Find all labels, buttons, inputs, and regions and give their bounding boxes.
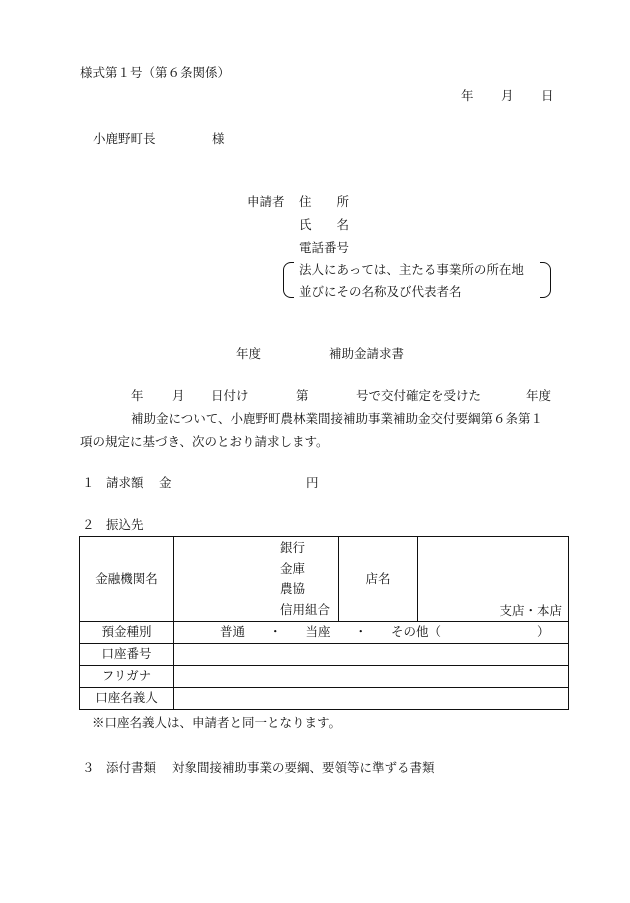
date-year-label: 年 (461, 88, 474, 103)
body-day: 日付け (211, 388, 249, 403)
furigana-field[interactable] (174, 666, 569, 688)
corporate-note-line1: 法人にあっては、主たる事業所の所在地 (299, 262, 524, 277)
addressee-suffix: 様 (212, 131, 225, 146)
table-row (80, 688, 569, 710)
account-type-current: 当座 (305, 624, 331, 640)
account-type-cell[interactable] (174, 622, 569, 644)
left-bracket (283, 262, 294, 298)
branch-cell[interactable] (418, 537, 569, 622)
account-holder-note: ※口座名義人は、申請者と同一となります。 (92, 715, 342, 730)
right-bracket (540, 262, 551, 298)
section3-label: 添付書類 (106, 760, 157, 775)
account-type-other: その他（ (391, 624, 442, 640)
body-line3: 項の規定に基づき、次のとおり請求します。 (80, 434, 329, 449)
section1-number: １ (82, 475, 95, 490)
account-holder-field[interactable] (174, 688, 569, 710)
table-row (80, 666, 569, 688)
applicant-address-label: 住 所 (299, 194, 350, 209)
table-row (80, 537, 569, 622)
account-type-normal: 普通 (220, 624, 246, 640)
date-month-label: 月 (501, 88, 514, 103)
section2-number: ２ (82, 517, 95, 532)
account-number-header: 口座番号 (80, 644, 174, 666)
separator: ・ (269, 624, 282, 640)
section3-text: 対象間接補助事業の要綱、要領等に準ずる書類 (172, 760, 435, 775)
section2-label: 振込先 (106, 517, 144, 532)
separator: ・ (354, 624, 368, 640)
branch-header: 店名 (339, 537, 418, 622)
body-month: 月 (172, 388, 185, 403)
applicant-name-label: 氏 名 (299, 217, 350, 232)
body-number-prefix: 第 (296, 388, 309, 403)
body-confirmation: 号で交付確定を受けた (356, 388, 482, 403)
institution-type-bank: 銀行 (280, 540, 306, 555)
body-fiscal-year: 年度 (526, 388, 552, 403)
section1-prefix: 金 (159, 475, 172, 490)
document-title: 補助金請求書 (329, 346, 405, 361)
institution-header: 金融機関名 (80, 537, 174, 622)
applicant-phone-label: 電話番号 (299, 240, 350, 255)
applicant-label: 申請者 (247, 194, 285, 209)
furigana-header: フリガナ (80, 666, 174, 688)
date-day-label: 日 (541, 88, 554, 103)
institution-type-shinkin: 金庫 (280, 560, 306, 576)
account-type-close: ） (537, 624, 550, 640)
section3-number: ３ (82, 760, 95, 775)
table-row (80, 644, 569, 666)
addressee: 小鹿野町長 (93, 131, 156, 146)
form-number: 様式第１号（第６条関係） (80, 65, 231, 80)
section1-label: 請求額 (106, 475, 144, 490)
bank-transfer-table (79, 536, 569, 710)
corporate-note-line2: 並びにその名称及び代表者名 (299, 284, 462, 299)
institution-type-ja: 農協 (280, 581, 306, 596)
section1-unit: 円 (306, 475, 319, 490)
account-type-header: 預金種別 (80, 622, 174, 644)
account-holder-header: 口座名義人 (80, 688, 174, 710)
body-line2: 補助金について、小鹿野町農林業間接補助事業補助金交付要綱第６条第１ (131, 411, 544, 426)
account-number-field[interactable] (174, 644, 569, 666)
branch-suffix: 支店・本店 (499, 602, 562, 618)
title-year: 年度 (236, 346, 262, 361)
institution-type-credit-union: 信用組合 (280, 601, 331, 617)
institution-type-cell[interactable] (174, 537, 339, 622)
table-row (80, 622, 569, 644)
body-year: 年 (131, 388, 144, 403)
